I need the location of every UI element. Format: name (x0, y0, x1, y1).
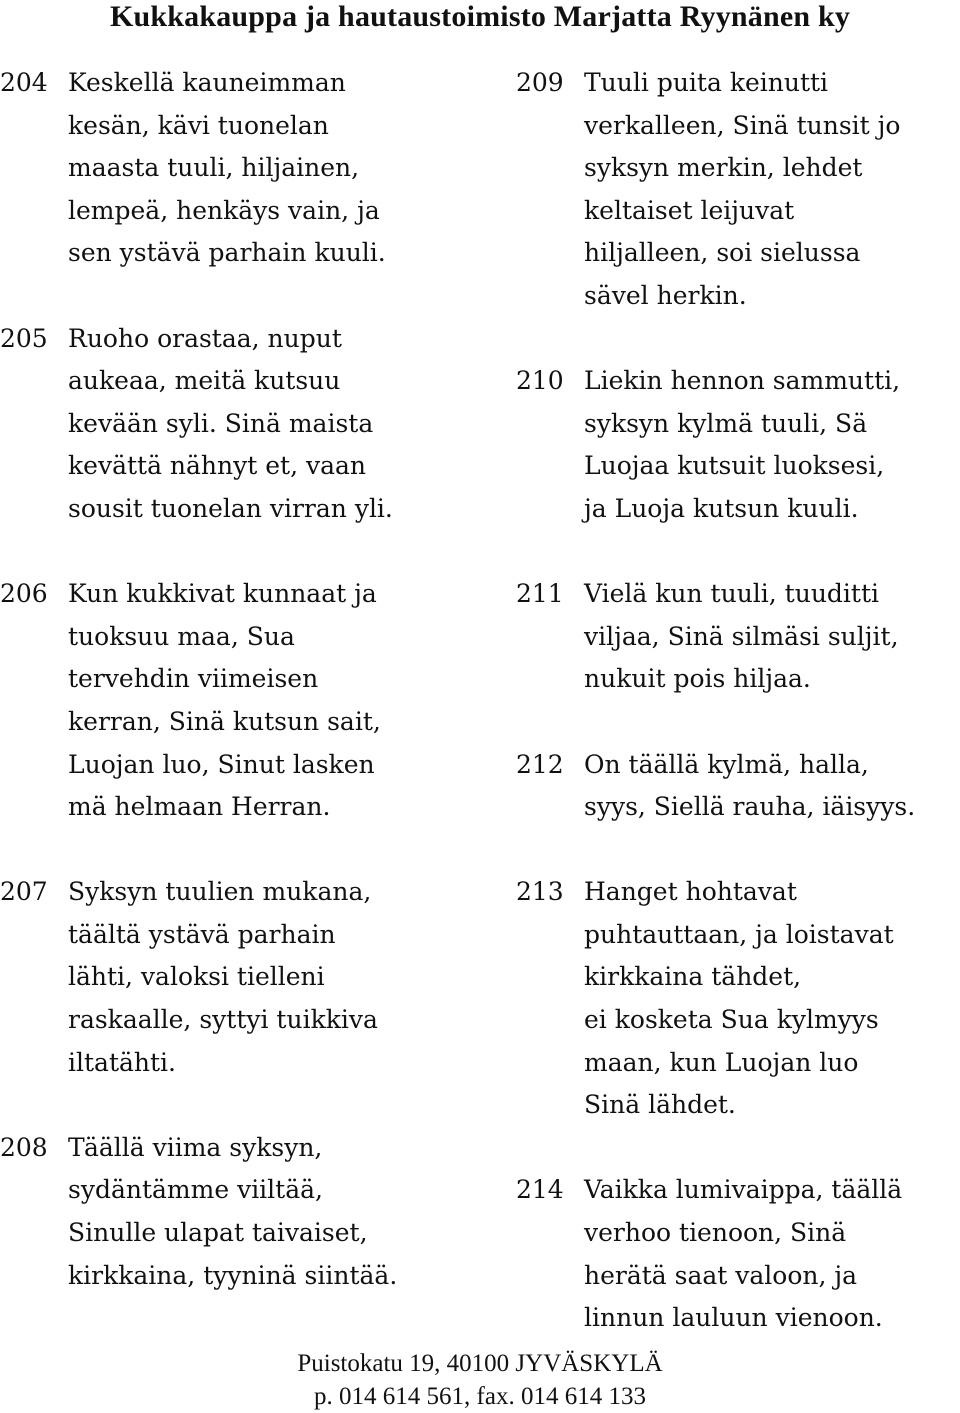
verse-line: Vielä kun tuuli, tuuditti (584, 579, 880, 609)
verse (0, 871, 470, 1084)
verse-line: Hanget hohtavat (584, 877, 797, 907)
verse-number: 210 (516, 366, 564, 396)
verse-number: 208 (0, 1132, 48, 1162)
verse-number: 204 (0, 68, 48, 97)
verse-line: sousit tuonelan virran yli. (68, 493, 393, 523)
verse-text (68, 871, 470, 1084)
verse-line: syys, Siellä rauha, iäisyys. (584, 792, 916, 822)
verse-number: 206 (0, 579, 48, 609)
verse (516, 1169, 960, 1339)
verse (516, 573, 960, 701)
verse-text (584, 1169, 960, 1339)
verse-line: keltaiset leijuvat (584, 195, 795, 225)
verse-line: aukeaa, meitä kutsuu (68, 366, 341, 396)
verse-line: lempeä, henkäys vain, ja (68, 195, 380, 225)
verse-line: syksyn merkin, lehdet (584, 153, 863, 183)
verse-line: Liekin hennon sammutti, (584, 366, 901, 396)
verse-line: raskaalle, syttyi tuikkiva (68, 1005, 378, 1035)
verse-line: On täällä kylmä, halla, (584, 749, 869, 779)
verse-line: kevään syli. Sinä maista (68, 408, 374, 438)
page-title: Kukkakauppa ja hautaustoimisto Marjatta Ryynänen ky (109, 0, 851, 33)
verse-text (68, 1127, 470, 1297)
verse (0, 62, 470, 275)
verse-number: 211 (516, 579, 564, 609)
verse-line: sydäntämme viiltää, (68, 1175, 323, 1205)
verse-number: 209 (516, 68, 564, 97)
footer-phone: p. 014 614 561, fax. 014 614 133 (314, 1383, 646, 1410)
verse-line: iltatähti. (68, 1047, 176, 1077)
verse-line: syksyn kylmä tuuli, Sä (584, 408, 868, 438)
verse-line: kirkkaina tähdet, (584, 962, 802, 992)
verse-line: lähti, valoksi tielleni (68, 962, 325, 992)
verse-text (584, 62, 960, 318)
verse-number: 207 (0, 877, 48, 907)
verse-line: Sinä lähdet. (584, 1090, 736, 1120)
verse-line: kesän, kävi tuonelan (68, 110, 329, 140)
verse-line: Luojaa kutsuit luoksesi, (584, 451, 885, 481)
verse-text (584, 871, 960, 1127)
verse-line: sen ystävä parhain kuuli. (68, 238, 386, 268)
verse-line: maasta tuuli, hiljainen, (68, 153, 360, 183)
verse-line: kerran, Sinä kutsun sait, (68, 706, 381, 736)
verse-text (68, 318, 470, 531)
verse-line: kevättä nähnyt et, vaan (68, 451, 367, 481)
verse-line: nukuit pois hiljaa. (584, 664, 811, 694)
verse-number: 212 (516, 749, 564, 779)
verse-line: ja Luoja kutsun kuuli. (584, 493, 859, 523)
verse-text (68, 573, 470, 829)
verse-text (584, 573, 960, 701)
verse-line: täältä ystävä parhain (68, 919, 336, 949)
verse-line: verkalleen, Sinä tunsit jo (584, 110, 901, 140)
verse-line: hiljalleen, soi sielussa (584, 238, 861, 268)
verse-line: linnun lauluun vienoon. (584, 1303, 883, 1333)
verse-line: maan, kun Luojan luo (584, 1047, 859, 1077)
verse-line: tuoksuu maa, Sua (68, 621, 295, 651)
verse-text (584, 360, 960, 530)
verse-line: kirkkaina, tyyninä siintää. (68, 1260, 398, 1290)
verse-line: Ruoho orastaa, nuput (68, 323, 342, 353)
verse-line: Täällä viima syksyn, (68, 1132, 323, 1162)
verse (516, 62, 960, 318)
verse-line: puhtauttaan, ja loistavat (584, 919, 894, 949)
verse-line: ei kosketa Sua kylmyys (584, 1005, 879, 1035)
verse-line: Syksyn tuulien mukana, (68, 877, 372, 907)
verse-line: mä helmaan Herran. (68, 792, 331, 822)
verse-line: tervehdin viimeisen (68, 664, 319, 694)
verse-line: herätä saat valoon, ja (584, 1260, 858, 1290)
verse-line: Sinulle ulapat taivaiset, (68, 1218, 368, 1248)
verse (0, 1127, 470, 1297)
verse-line: sävel herkin. (584, 280, 747, 310)
verse-number: 213 (516, 877, 564, 907)
left-column (0, 62, 470, 1297)
verse (516, 744, 960, 829)
verse-line: Kun kukkivat kunnaat ja (68, 579, 377, 609)
verse-line: Luojan luo, Sinut lasken (68, 749, 375, 779)
verse-number: 214 (516, 1175, 564, 1205)
verse-number: 205 (0, 323, 48, 353)
verse-line: viljaa, Sinä silmäsi suljit, (584, 621, 899, 651)
verse-line: Keskellä kauneimman (68, 68, 346, 97)
verse (0, 318, 470, 531)
verse-line: Vaikka lumivaippa, täällä (584, 1175, 903, 1205)
verse (516, 871, 960, 1127)
verse-text (584, 744, 960, 829)
right-column (516, 62, 960, 1340)
footer-address: Puistokatu 19, 40100 JYVÄSKYLÄ (297, 1350, 663, 1377)
verse (0, 573, 470, 829)
verse-line: verhoo tienoon, Sinä (584, 1218, 847, 1248)
verse-line: Tuuli puita keinutti (584, 68, 829, 97)
verse (516, 360, 960, 530)
verse-text (68, 62, 470, 275)
